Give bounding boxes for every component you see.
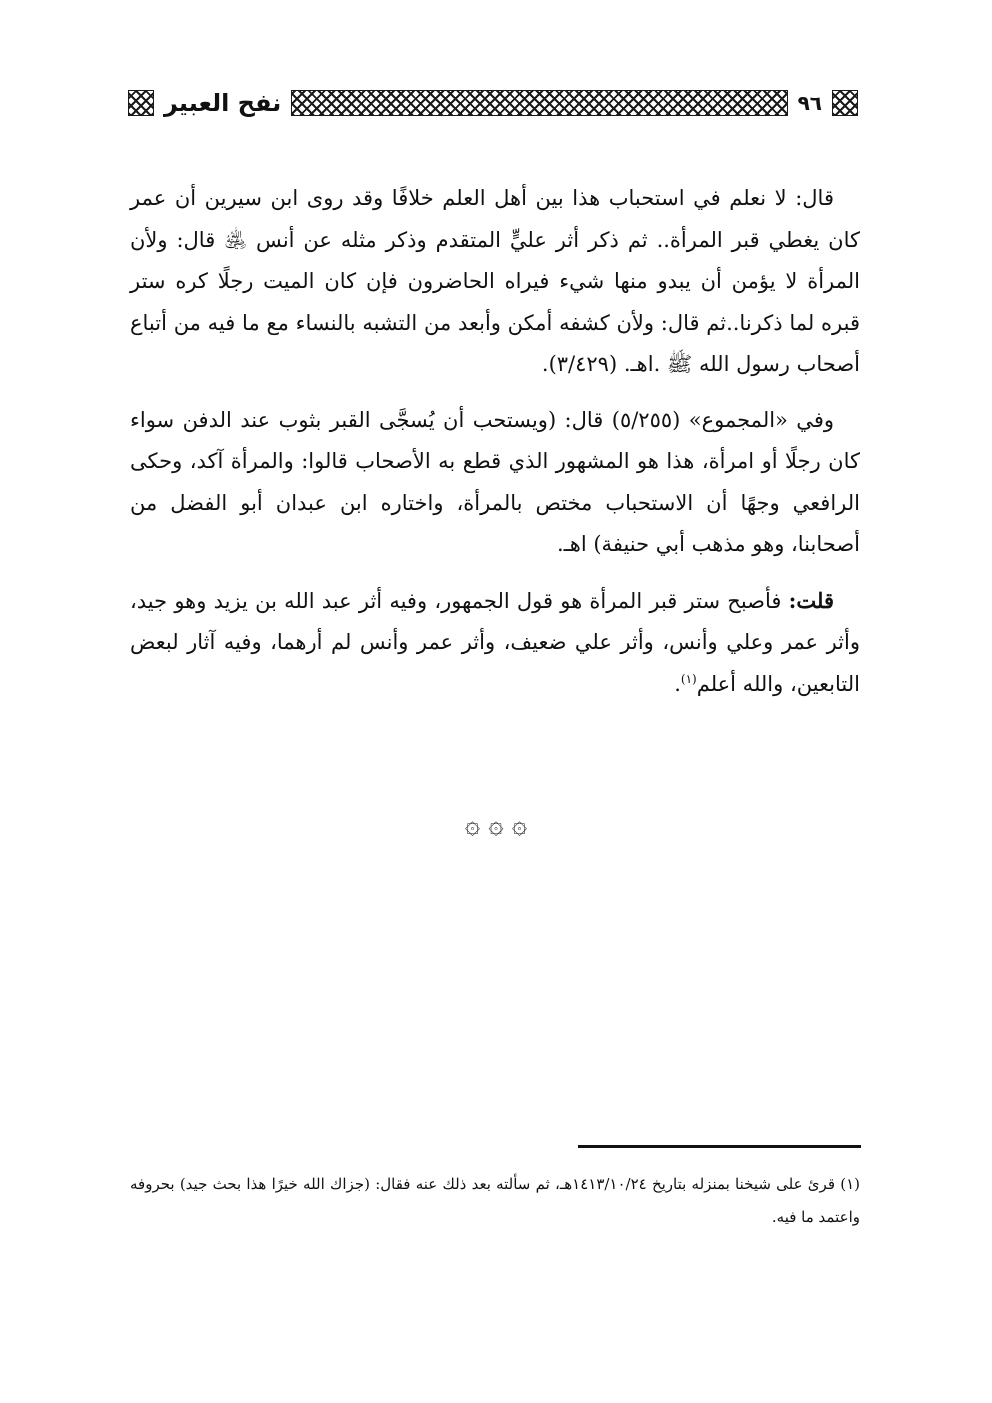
qultu-label: قلت: [788, 587, 834, 613]
paragraph-3-text: فأصبح ستر قبر المرأة هو قول الجمهور، وفيه أثر عبد الله بن يزيد وهو جيد، وأثر عمر وعلي وأنس، وأثر علي ضعيف، وأثر عمر وأنس لم أرهما، وفيه آثار لبعض التابعين، والله أعلم [130, 588, 860, 696]
paragraph-3-end: . [674, 671, 681, 696]
page-number: ٩٦ [797, 91, 822, 115]
header-ornament-left [128, 90, 154, 116]
footnote-rule [578, 1145, 861, 1148]
header-ornament-right [832, 90, 858, 116]
section-divider-stars: ۞ ۞ ۞ [464, 810, 528, 840]
header-ornament-band [291, 90, 787, 116]
book-title: نفح العبير [164, 89, 282, 117]
paragraph-2: وفي «المجموع» (٥/٢٥٥) قال: (ويستحب أن يُسجَّى القبر بثوب عند الدفن سواء كان رجلًا أو امرأة، هذا هو المشهور الذي قطع به الأصحاب قالوا: والمرأة آكد، وحكى الرافعي وجهًا أن الاستحباب مختص بالمرأة، واختاره ابن عبدان أبو الفضل من أصحابنا، وهو مذهب أبي حنيفة) اهـ. [130, 407, 860, 556]
page-header [128, 86, 858, 120]
paragraph-3 [130, 580, 860, 706]
page-body [130, 178, 860, 719]
paragraph-1: قال: لا نعلم في استحباب هذا بين أهل العلم خلافًا وقد روى ابن سيرين أن عمر كان يغطي قبر المرأة.. ثم ذكر أثر عليٍّ المتقدم وذكر مثله عن أنس ﵁ قال: ولأن المرأة لا يؤمن أن يبدو منها شيء فيراه الحاضرون فإن كان الميت رجلًا كره ستر قبره لما ذكرنا..ثم قال: ولأن كشفه أمكن وأبعد من التشبه بالنساء مع ما فيه من أتباع أصحاب رسول الله ﷺ .اهـ. (٣/٤٢٩). [130, 186, 860, 376]
footnote-text: (١) قرئ على شيخنا بمنزله بتاريخ ١٤١٣/١٠/٢٤هـ، ثم سألته بعد ذلك عنه فقال: (جزاك الله خيرًا هذا بحث جيد) بحروفه واعتمد ما فيه. [130, 1175, 860, 1226]
footnote-marker: (١) [680, 671, 697, 686]
